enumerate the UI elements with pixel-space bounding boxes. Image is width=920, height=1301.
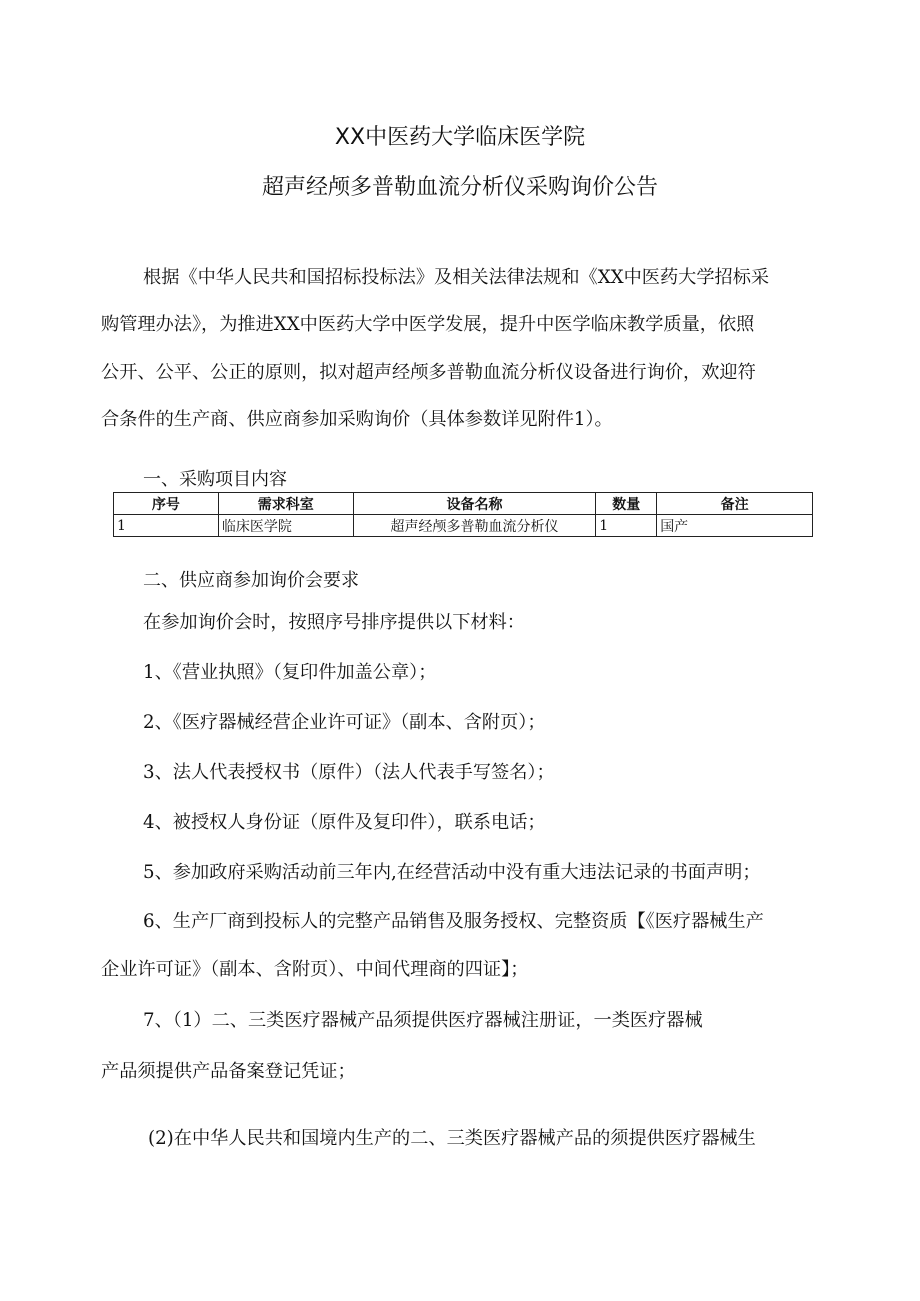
requirement-item-continued: 产品须提供产品备案登记凭证；	[101, 1061, 356, 1082]
intro-line-2: 购管理办法》，为推进XX中医药大学中医学发展，提升中医学临床教学质量，依照	[101, 314, 755, 335]
header-seq: 序号	[114, 493, 219, 515]
section2-heading: 二、供应商参加询价会要求	[143, 570, 359, 591]
requirement-item: 4、被授权人身份证（原件及复印件），联系电话；	[143, 812, 546, 833]
cell-equipment: 超声经颅多普勒血流分析仪	[353, 515, 596, 537]
intro-line-4: 合条件的生产商、供应商参加采购询价（具体参数详见附件1）。	[101, 409, 613, 430]
header-quantity: 数量	[596, 493, 657, 515]
header-department: 需求科室	[218, 493, 353, 515]
header-remarks: 备注	[657, 493, 813, 515]
requirement-item-continued: 企业许可证》（副本、含附页）、中间代理商的四证】；	[101, 959, 529, 980]
intro-line-1: 根据《中华人民共和国招标投标法》及相关法律法规和《XX中医药大学招标采	[143, 267, 770, 288]
requirement-item: 3、法人代表授权书（原件）（法人代表手写签名）；	[143, 762, 555, 783]
cell-remarks: 国产	[657, 515, 813, 537]
section2-intro: 在参加询价会时，按照序号排序提供以下材料：	[143, 612, 525, 633]
procurement-table	[113, 492, 813, 537]
cell-department: 临床医学院	[218, 515, 353, 537]
intro-line-3: 公开、公平、公正的原则，拟对超声经颅多普勒血流分析仪设备进行询价，欢迎符	[101, 362, 756, 383]
cell-seq: 1	[114, 515, 219, 537]
requirement-item: 5、参加政府采购活动前三年内,在经营活动中没有重大违法记录的书面声明；	[143, 862, 761, 883]
requirement-item: 2、《医疗器械经营企业许可证》（副本、含附页）；	[143, 712, 546, 733]
requirement-item: 6、生产厂商到投标人的完整产品销售及服务授权、完整资质【《医疗器械生产	[143, 911, 764, 932]
header-equipment: 设备名称	[353, 493, 596, 515]
requirement-item: 1、《营业执照》（复印件加盖公章）；	[143, 662, 437, 683]
requirement-subitem: (2)在中华人民共和国境内生产的二、三类医疗器械产品的须提供医疗器械生	[148, 1128, 756, 1149]
section1-heading: 一、采购项目内容	[143, 469, 287, 490]
document-title-line2: 超声经颅多普勒血流分析仪采购询价公告	[261, 175, 658, 200]
table-header-row	[114, 493, 813, 515]
requirement-item: 7、（1）二、三类医疗器械产品须提供医疗器械注册证，一类医疗器械	[143, 1010, 703, 1031]
table-row	[114, 515, 813, 537]
document-title-line1: XX中医药大学临床医学院	[334, 125, 586, 150]
cell-quantity: 1	[596, 515, 657, 537]
